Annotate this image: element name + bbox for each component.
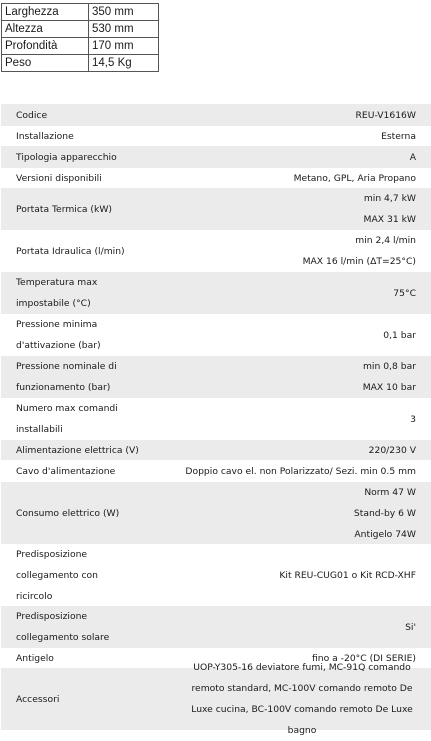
table-row — [1, 168, 431, 188]
spec-value-line: min 4,7 kW — [363, 193, 416, 204]
spec-value-line: A — [409, 151, 416, 163]
spec-value-line: 220/230 V — [368, 444, 416, 456]
table-row — [1, 440, 431, 460]
spec-label: Numero max comandi installabili — [16, 403, 118, 435]
spec-label: Accessori — [16, 693, 60, 705]
spec-value — [183, 230, 431, 272]
table-row — [1, 482, 431, 544]
spec-value — [183, 657, 431, 741]
spec-label: Portata Termica (kW) — [16, 203, 112, 215]
dimension-label: Larghezza — [2, 4, 89, 21]
table-row — [2, 21, 159, 38]
spec-value-line: Antigelo 74W — [354, 528, 416, 540]
spec-value-line: Esterna — [381, 130, 416, 142]
spec-label: Antigelo — [16, 652, 54, 664]
table-row — [1, 460, 431, 482]
spec-value — [183, 105, 431, 126]
spec-value-line: Kit REU-CUG01 o Kit RCD-XHF — [279, 569, 416, 581]
spec-value-line: 0,1 bar — [383, 329, 416, 341]
spec-label: Pressione nominale di funzionamento (bar) — [16, 361, 117, 393]
spec-value-line: Metano, GPL, Aria Propano — [293, 172, 416, 184]
dimension-value: 530 mm — [89, 21, 159, 38]
table-row — [2, 38, 159, 55]
spec-value — [183, 147, 431, 168]
table-row — [1, 662, 431, 736]
table-row — [1, 188, 431, 230]
table-row — [2, 4, 159, 21]
specs-table — [1, 104, 431, 736]
spec-value-line: Si' — [405, 621, 416, 633]
spec-value — [183, 188, 431, 230]
spec-value-line: fino a -20°C (DI SERIE) — [311, 652, 416, 664]
spec-value — [183, 325, 431, 346]
spec-label: Portata Idraulica (l/min) — [16, 245, 125, 257]
spec-value — [183, 440, 431, 461]
dimension-value: 170 mm — [89, 38, 159, 55]
table-row — [1, 544, 431, 606]
table-row — [2, 55, 159, 72]
dimension-value: 350 mm — [89, 4, 159, 21]
spec-label: Codice — [16, 109, 48, 121]
spec-value — [183, 409, 431, 430]
spec-value — [183, 126, 431, 147]
spec-value-line: min 2,4 l/min — [355, 235, 416, 246]
spec-value — [183, 283, 431, 304]
spec-value — [183, 565, 431, 586]
table-row — [1, 606, 431, 648]
table-row — [1, 314, 431, 356]
spec-label: Consumo elettrico (W) — [16, 507, 120, 519]
dimensions-table — [1, 3, 159, 72]
dimension-label: Altezza — [2, 21, 89, 38]
spec-value — [183, 356, 431, 398]
dimension-value: 14,5 Kg — [89, 55, 159, 72]
spec-value — [183, 168, 431, 189]
spec-label: Installazione — [16, 130, 74, 142]
table-row — [1, 104, 431, 126]
spec-label: Pressione minima d'attivazione (bar) — [16, 319, 101, 351]
spec-value-line: MAX 10 bar — [362, 382, 416, 393]
spec-label: Temperatura max impostabile (°C) — [16, 277, 98, 309]
spec-label: Tipologia apparecchio — [16, 151, 117, 163]
table-row — [1, 356, 431, 398]
spec-value-line: 75°C — [393, 287, 416, 299]
spec-label: Versioni disponibili — [16, 172, 102, 184]
spec-label: Cavo d'alimentazione — [16, 465, 116, 477]
spec-value-line: min 0,8 bar — [362, 361, 416, 372]
spec-value-line: 3 — [410, 413, 416, 425]
spec-value-line: Stand-by 6 W — [353, 507, 416, 519]
spec-value-line: REU-V1616W — [355, 109, 416, 121]
spec-value — [183, 482, 431, 545]
table-row — [1, 230, 431, 272]
spec-value-line: MAX 16 l/min (ΔT=25°C) — [302, 256, 416, 267]
spec-value-line: MAX 31 kW — [363, 214, 416, 225]
spec-value-line: Doppio cavo el. non Polarizzato/ Sezi. min 0.5 mm — [185, 465, 416, 477]
table-row — [1, 272, 431, 314]
spec-label: Predisposizione collegamento con ricircolo — [16, 548, 98, 602]
table-row — [1, 146, 431, 168]
spec-value-line: Norm 47 W — [364, 486, 416, 498]
spec-value — [183, 617, 431, 638]
spec-value-line: UOP-Y305-16 deviatore fumi, MC-91Q comando remoto standard, MC-100V comando remoto De Luxe cucina, BC-100V comando remoto De Luxe bagno — [191, 662, 413, 736]
spec-value — [183, 461, 431, 482]
spec-label: Predisposizione collegamento solare — [16, 611, 110, 643]
table-row — [1, 126, 431, 146]
dimension-label: Profondità — [2, 38, 89, 55]
dimension-label: Peso — [2, 55, 89, 72]
table-row — [1, 398, 431, 440]
spec-label: Alimentazione elettrica (V) — [16, 444, 139, 456]
